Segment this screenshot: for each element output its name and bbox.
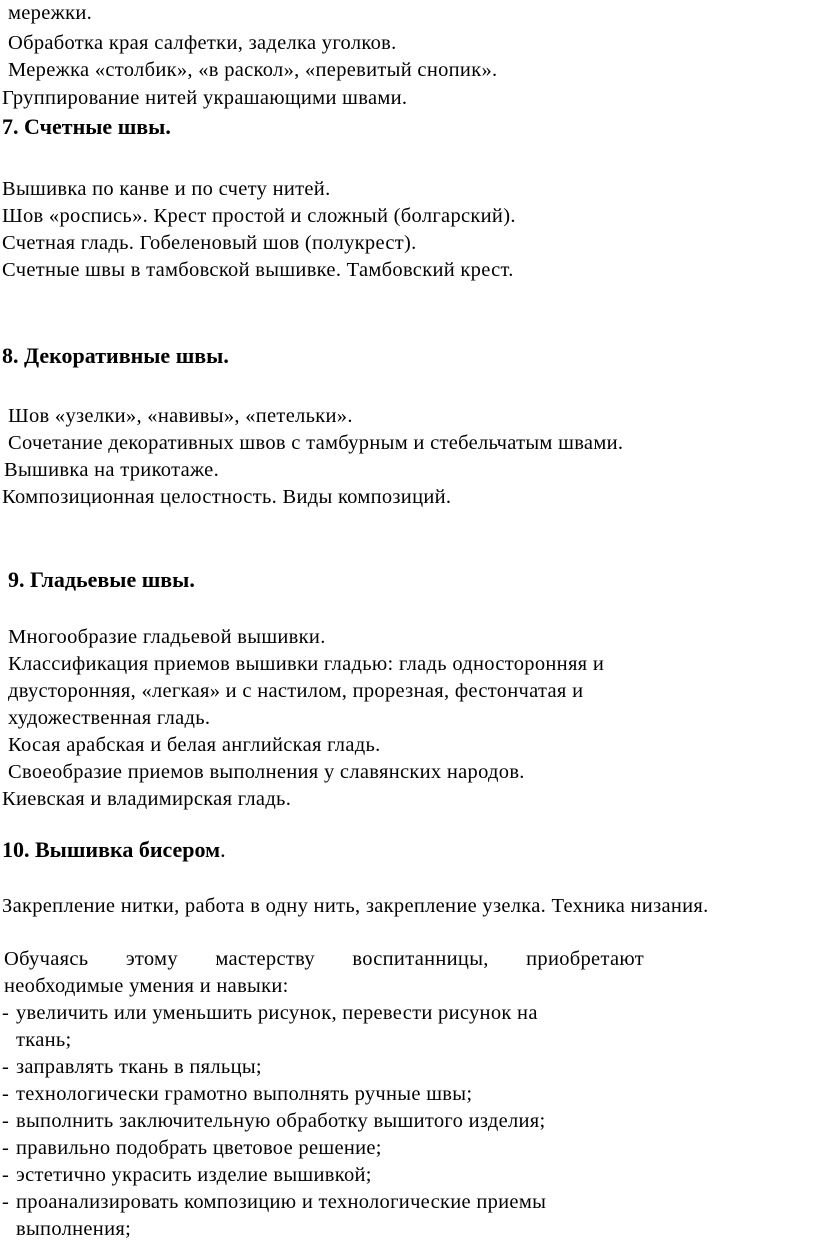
list-item [2, 1135, 382, 1161]
word: приобретают [526, 948, 644, 970]
text-line: Счетные швы в тамбовской вышивке. Тамбовский крест. [2, 259, 514, 281]
text-line: Косая арабская и белая английская гладь. [8, 734, 381, 756]
list-item [2, 1189, 546, 1215]
text-line: Счетная гладь. Гобеленовый шов (полукрест). [2, 232, 417, 254]
heading-period: . [220, 837, 226, 862]
list-dash: - [2, 1137, 10, 1159]
list-dash: - [2, 1056, 10, 1078]
list-item-text: правильно подобрать цветовое решение; [16, 1137, 382, 1159]
skills-intro-line [4, 946, 644, 972]
list-item-text: проанализировать композицию и технологические приемы [16, 1191, 547, 1213]
word: мастерству [215, 948, 315, 970]
text-line: Киевская и владимирская гладь. [2, 788, 292, 810]
word: воспитанницы, [352, 948, 489, 970]
list-item-continuation: ткань; [16, 1029, 72, 1051]
text-line: мережки. [8, 2, 93, 24]
list-dash: - [2, 1083, 10, 1105]
text-line: Мережка «столбик», «в раскол», «перевитый снопик». [8, 59, 498, 81]
section-heading [2, 836, 226, 864]
text-line: Своеобразие приемов выполнения у славянских народов. [8, 761, 525, 783]
list-item-text: выполнить заключительную обработку вышитого изделия; [16, 1110, 546, 1132]
list-item [2, 1054, 262, 1080]
list-item-text: эстетично украсить изделие вышивкой; [16, 1164, 372, 1186]
text-line: Сочетание декоративных швов с тамбурным и стебельчатым швами. [8, 432, 624, 454]
text-line: необходимые умения и навыки: [4, 975, 289, 997]
text-line: Шов «роспись». Крест простой и сложный (болгарский). [2, 205, 516, 227]
list-item-text: увеличить или уменьшить рисунок, перевести рисунок на [16, 1002, 538, 1024]
text-line: Обработка края салфетки, заделка уголков. [8, 32, 397, 54]
list-dash: - [2, 1191, 10, 1213]
section-heading: 7. Счетные швы. [2, 114, 171, 139]
list-item [2, 1108, 546, 1134]
list-item [2, 1081, 472, 1107]
word: Обучаясь [4, 948, 89, 970]
text-line: Вышивка на трикотаже. [4, 459, 220, 481]
text-line: художественная гладь. [8, 707, 211, 729]
text-line: Группирование нитей украшающими швами. [2, 87, 408, 109]
list-dash: - [2, 1164, 10, 1186]
text-line: Закрепление нитки, работа в одну нить, закрепление узелка. Техника низания. [2, 895, 709, 917]
text-line: Композиционная целостность. Виды композиций. [2, 486, 452, 508]
section-heading-text: 10. Вышивка бисером [2, 837, 221, 862]
list-dash: - [2, 1110, 10, 1132]
list-item [2, 1162, 372, 1188]
list-item-text: заправлять ткань в пяльцы; [16, 1056, 262, 1078]
text-line: двусторонняя, «легкая» и с настилом, прорезная, фестончатая и [8, 680, 584, 702]
text-line: Шов «узелки», «навивы», «петельки». [8, 405, 353, 427]
text-line: Вышивка по канве и по счету нитей. [2, 178, 331, 200]
word: этому [125, 948, 178, 970]
text-line: Многообразие гладьевой вышивки. [8, 626, 326, 648]
list-item-continuation: выполнения; [16, 1218, 132, 1240]
text-line: Классификация приемов вышивки гладью: гладь односторонняя и [8, 653, 605, 675]
list-item-text: технологически грамотно выполнять ручные швы; [16, 1083, 473, 1105]
list-item [2, 1000, 538, 1026]
list-dash: - [2, 1002, 10, 1024]
section-heading: 8. Декоративные швы. [2, 343, 229, 368]
section-heading: 9. Гладьевые швы. [8, 567, 195, 592]
